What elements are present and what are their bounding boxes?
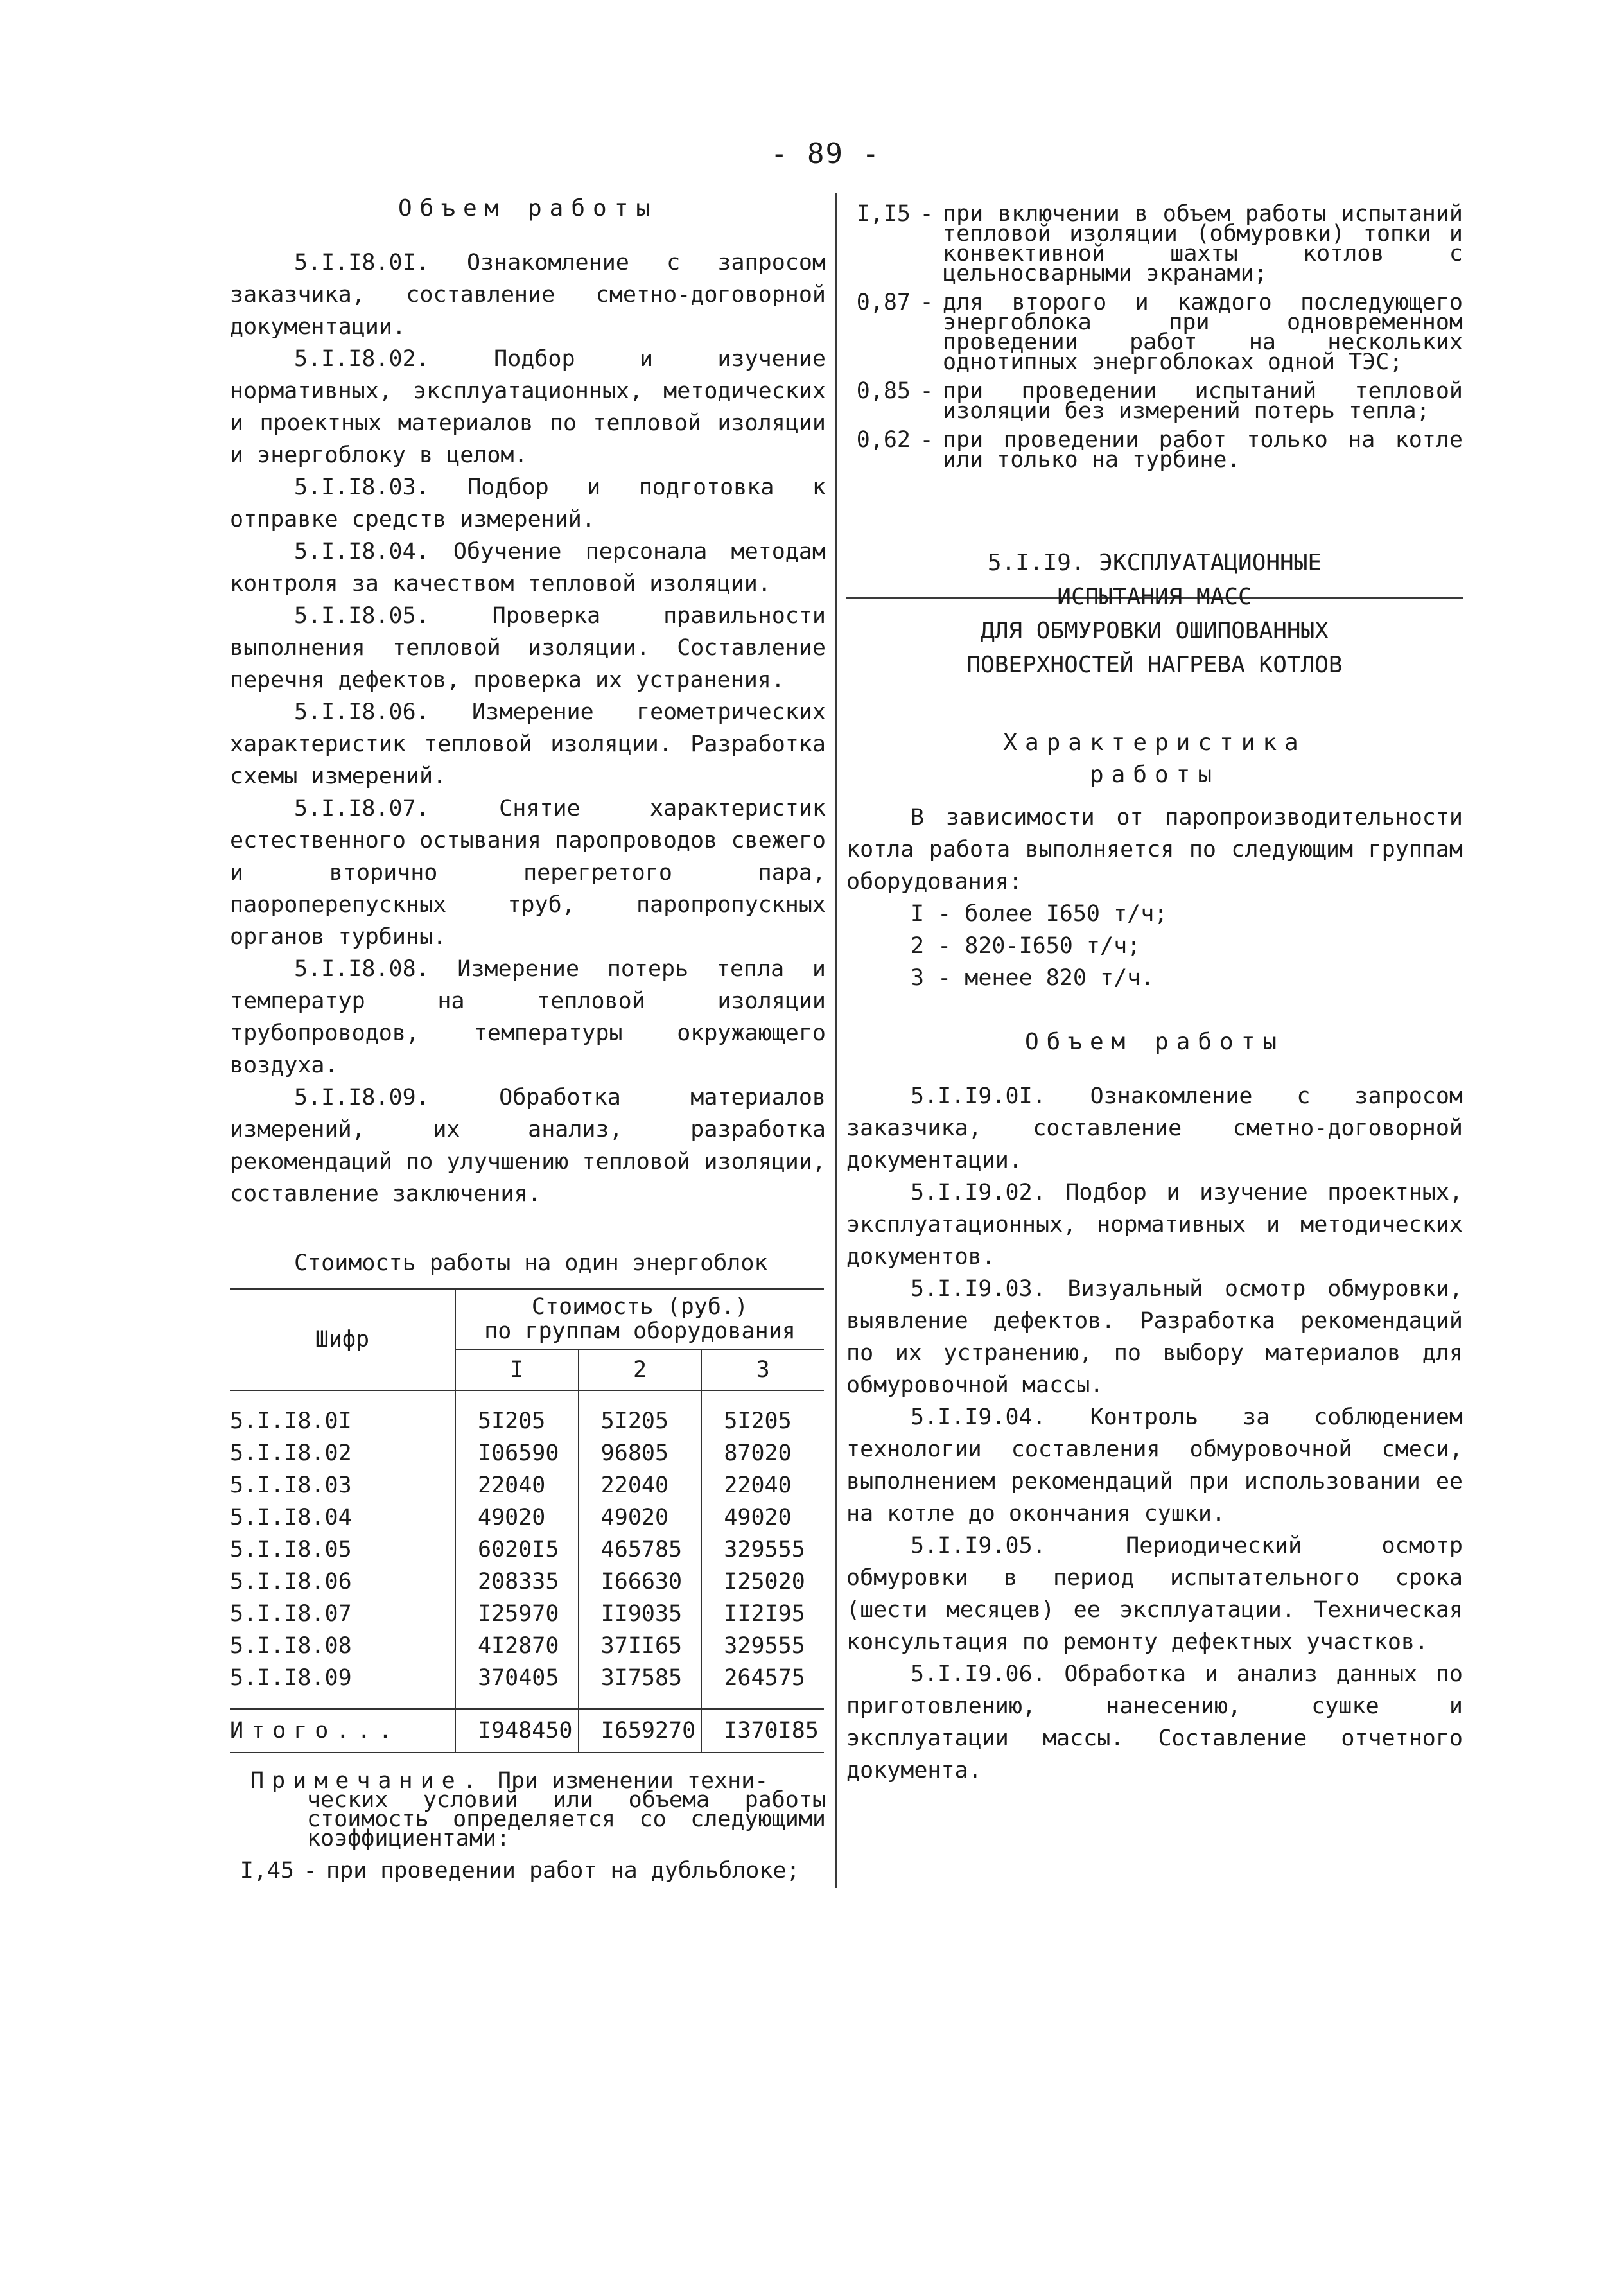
coefficient-dash: -: [920, 427, 934, 453]
row-group-3: 264575: [724, 1665, 805, 1691]
row-code: 5.I.I8.03: [230, 1469, 455, 1501]
coefficient-value: I,I5: [856, 201, 911, 227]
header-cost-line1: Стоимость (руб.): [531, 1294, 749, 1320]
equipment-group-item: 2 - 820-I650 т/ч;: [911, 933, 1141, 959]
header-group-3: 3: [701, 1349, 824, 1390]
table-row: [230, 1405, 824, 1437]
work-item: 5.I.I9.03. Визуальный осмотр обмуровки, выявление дефектов. Разработка рекомендаций по их устранению, по выбору материалов для обмуровочной массы.: [846, 1276, 1463, 1398]
row-code: 5.I.I8.07: [230, 1598, 455, 1630]
row-group-2: 37II65: [579, 1630, 702, 1662]
equipment-group-item: 3 - менее 820 т/ч.: [911, 965, 1155, 991]
coefficient-dash: -: [303, 1858, 317, 1884]
note-label: Примечание.: [250, 1768, 484, 1794]
work-item: 5.I.I8.02. Подбор и изучение нормативных, эксплуатационных, методических и проектных материалов по тепловой изоляции и энергоблоку в целом.: [230, 346, 826, 468]
coefficient-text: при проведении испытаний тепловой изоляции без измерений потерь тепла;: [943, 378, 1463, 424]
row-group-2: 96805: [579, 1437, 702, 1469]
equipment-groups: [911, 898, 1463, 994]
characteristic-heading: [846, 727, 1463, 791]
coefficient-dash: -: [920, 201, 934, 227]
coefficient-value: 0,85: [856, 378, 911, 404]
coefficient-text: для второго и каждого последующего энергоблока при одновременном проведении работ на нескольких однотипных энергоблоках одной ТЭС;: [943, 290, 1463, 375]
right-column: [846, 201, 1463, 1787]
page-number: - 89 -: [771, 137, 880, 170]
equipment-group-item: I - более I650 т/ч;: [911, 901, 1168, 927]
total-group-3: I370I85: [701, 1709, 824, 1753]
row-group-1: 22040: [455, 1469, 579, 1501]
table-row: [230, 1630, 824, 1662]
row-code: 5.I.I8.06: [230, 1566, 455, 1598]
row-group-2: II9035: [579, 1598, 702, 1630]
header-code: Шифр: [230, 1289, 455, 1390]
work-item: 5.I.I8.03. Подбор и подготовка к отправке средств измерений.: [230, 475, 826, 532]
work-item: 5.I.I9.02. Подбор и изучение проектных, эксплуатационных, нормативных и методических документов.: [846, 1180, 1463, 1270]
row-code: 5.I.I8.05: [230, 1534, 455, 1566]
coefficient-item: [230, 1858, 826, 1884]
coefficient-text: при проведении работ только на котле или только на турбине.: [943, 427, 1463, 473]
work-item: 5.I.I9.04. Контроль за соблюдением технологии составления обмуровочной смеси, выполнением рекомендаций при использовании ее на котле до окончания сушки.: [846, 1404, 1463, 1526]
note-text-first: При изменении техни-: [497, 1768, 769, 1794]
row-group-1: 4I2870: [455, 1630, 579, 1662]
header-group-2: 2: [579, 1349, 702, 1390]
work-item: 5.I.I8.05. Проверка правильности выполнения тепловой изоляции. Составление перечня дефектов, проверка их устранения.: [230, 603, 826, 693]
column-divider: [835, 193, 837, 1888]
row-group-1: 5I205: [455, 1405, 579, 1437]
total-group-1: I948450: [455, 1709, 579, 1753]
coefficient-item: [846, 290, 1463, 375]
coefficient-dash: -: [920, 290, 934, 315]
row-group-1: I25970: [455, 1598, 579, 1630]
work-item: 5.I.I8.0I. Ознакомление с запросом заказчика, составление сметно-договорной документации.: [230, 250, 826, 340]
work-item: 5.I.I8.06. Измерение геометрических характеристик тепловой изоляции. Разработка схемы измерений.: [230, 699, 826, 789]
row-group-1: 370405: [455, 1662, 579, 1694]
characteristic-text: В зависимости от паропроизводительности котла работа выполняется по следующим группам оборудования:: [846, 805, 1463, 895]
coefficient-item: [846, 427, 1463, 473]
characteristic-heading-line1: Характеристика: [1003, 730, 1306, 756]
header-group-1: I: [455, 1349, 579, 1390]
total-label: Итого...: [230, 1709, 455, 1753]
total-row: [230, 1709, 824, 1753]
row-group-2: 465785: [579, 1534, 702, 1566]
work-item: 5.I.I8.08. Измерение потерь тепла и температур на тепловой изоляции трубопроводов, температуры окружающего воздуха.: [230, 956, 826, 1078]
row-code: 5.I.I8.0I: [230, 1405, 455, 1437]
work-item: 5.I.I8.04. Обучение персонала методам контроля за качеством тепловой изоляции.: [230, 539, 826, 597]
table-row: [230, 1662, 824, 1694]
row-group-2: 22040: [579, 1469, 702, 1501]
table-row: [230, 1534, 824, 1566]
section-title-line: 5.I.I9. ЭКСПЛУАТАЦИОННЫЕ: [987, 550, 1322, 576]
row-group-2: 5I205: [579, 1405, 702, 1437]
table-caption: Стоимость работы на один энергоблок: [294, 1250, 768, 1276]
table-row: [230, 1598, 824, 1630]
row-group-3: II2I95: [724, 1601, 805, 1627]
characteristic-heading-line2: работы: [1089, 762, 1220, 788]
coefficient-value: 0,87: [856, 290, 911, 315]
coefficient-value: 0,62: [856, 427, 911, 453]
work-item: 5.I.I9.0I. Ознакомление с запросом заказчика, составление сметно-договорной документации.: [846, 1083, 1463, 1173]
table-row: [230, 1469, 824, 1501]
row-group-3: 329555: [724, 1633, 805, 1659]
coefficient-dash: -: [920, 378, 934, 404]
header-cost: [455, 1289, 824, 1349]
coefficient-value: I,45: [240, 1858, 294, 1884]
row-group-1: 208335: [455, 1566, 579, 1598]
row-group-3: I25020: [724, 1569, 805, 1595]
row-group-2: 49020: [579, 1501, 702, 1534]
row-group-3: 22040: [724, 1473, 792, 1498]
row-code: 5.I.I8.08: [230, 1630, 455, 1662]
row-group-1: 49020: [455, 1501, 579, 1534]
section-title-line: ДЛЯ ОБМУРОВКИ ОШИПОВАННЫХ: [981, 618, 1329, 644]
coefficient-item: [846, 201, 1463, 286]
work-item: 5.I.I8.07. Снятие характеристик естественного остывания паропроводов свежего и вторично перегретого пара, паороперепускных труб, паропропускных органов турбины.: [230, 796, 826, 950]
left-column: [230, 193, 826, 1890]
note-text-rest: ческих условий или объема работы стоимость определяется со следующими коэффициентами:: [307, 1787, 826, 1851]
row-group-3: 87020: [724, 1440, 792, 1466]
row-code: 5.I.I8.04: [230, 1501, 455, 1534]
volume-heading: Объем работы: [397, 195, 658, 222]
work-item: 5.I.I8.09. Обработка материалов измерений, их анализ, разработка рекомендаций по улучшению тепловой изоляции, составление заключения.: [230, 1085, 826, 1207]
coefficient-text: при включении в объем работы испытаний тепловой изоляции (обмуровки) топки и конвективной шахты котлов с цельносварными экранами;: [943, 201, 1463, 286]
row-code: 5.I.I8.09: [230, 1662, 455, 1694]
section-title-line: ПОВЕРХНОСТЕЙ НАГРЕВА КОТЛОВ: [966, 652, 1343, 678]
row-group-2: 3I7585: [579, 1662, 702, 1694]
table-row: [230, 1501, 824, 1534]
total-group-2: I659270: [579, 1709, 702, 1753]
row-group-2: I66630: [579, 1566, 702, 1598]
table-row: [230, 1437, 824, 1469]
cost-table: [230, 1288, 824, 1753]
row-group-3: 329555: [724, 1537, 805, 1562]
volume-heading: Объем работы: [1024, 1029, 1285, 1055]
row-group-3: 49020: [724, 1505, 792, 1530]
row-group-1: I06590: [455, 1437, 579, 1469]
row-group-1: 6020I5: [455, 1534, 579, 1566]
coefficient-text: при проведении работ на дубльблоке;: [326, 1858, 800, 1884]
note: [230, 1768, 826, 1851]
row-code: 5.I.I8.02: [230, 1437, 455, 1469]
section-title-line: ИСПЫТАНИЯ МАСС: [1057, 584, 1252, 610]
coefficient-item: [846, 378, 1463, 424]
work-item: 5.I.I9.06. Обработка и анализ данных по приготовлению, нанесению, сушке и эксплуатации массы. Составление отчетного документа.: [846, 1661, 1463, 1783]
header-cost-line2: по группам оборудования: [484, 1318, 796, 1344]
work-item: 5.I.I9.05. Периодический осмотр обмуровки в период испытательного срока (шести месяцев) ее эксплуатации. Техническая консультация по ремонту дефектных участков.: [846, 1533, 1463, 1655]
row-group-3: 5I205: [724, 1408, 792, 1434]
table-row: [230, 1566, 824, 1598]
section-title: [846, 546, 1463, 682]
